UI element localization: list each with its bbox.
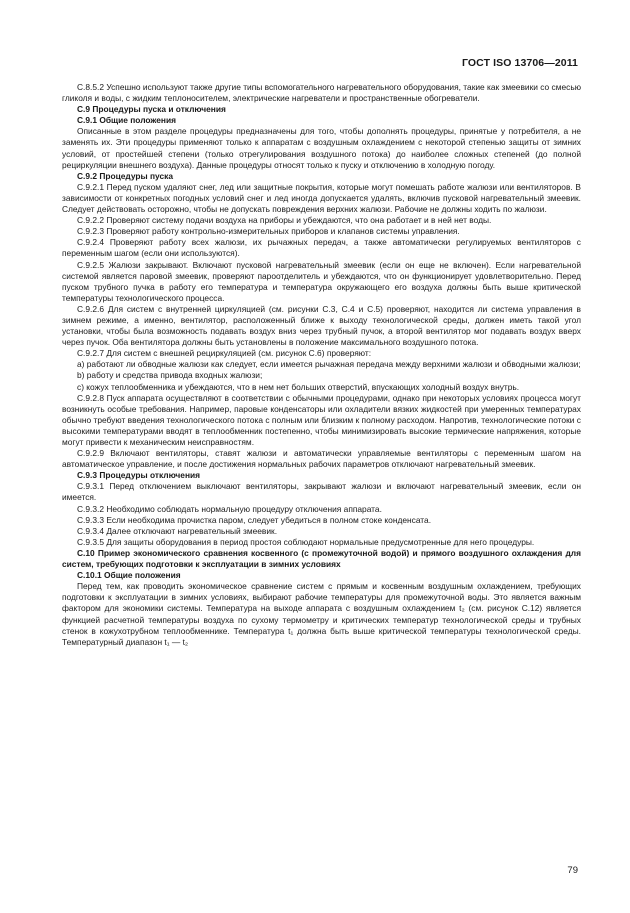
document-standard-header: ГОСТ ISO 13706—2011 xyxy=(461,57,578,69)
paragraph: С.9.2.6 Для систем с внутренней циркуляцией (см. рисунки С.3, С.4 и С.5) проверяют, находится ли система управления в зимнем режиме, а именно, вентилятор, расположенный ближе к выходу технологической среды, должен иметь такой угол установки, чтобы была возможность подавать воздух вниз через трубный пучок, а второй вентилятор мог подавать воздух вверх через пучок. Оба вентилятора должны быть установлены в положение максимального воздушного потока. xyxy=(62,303,581,348)
section-heading: С.9.2 Процедуры пуска xyxy=(77,170,173,181)
paragraph: Перед тем, как проводить экономическое сравнение систем с прямым и косвенным воздушным охлаждением, требующих подготовки к эксплуатации в зимних условиях, выбирают рабочие температуры для промежуточной воды. Это является важным фактором для экономики системы. Температура на выходе аппарата с воздушным охлаждением t₂ (см. рисунок С.12) является функцией расчетной температуры воздуха по сухому термометру и критических температур технологической среды и трубных стенок в кожухотрубном теплообменнике. Температура t₁ должна быть выше критической температуры технологической среды. Температурный диапазон t₁ — t₂ xyxy=(62,581,581,647)
paragraph: С.9.3.2 Необходимо соблюдать нормальную процедуру отключения аппарата. xyxy=(77,503,382,514)
section-heading: С.9.1 Общие положения xyxy=(77,115,176,126)
paragraph: С.9.2.1 Перед пуском удаляют снег, лед или защитные покрытия, которые могут помешать работе жалюзи или вентиляторов. В зависимости от конкретных погодных условий снег и лед иногда допускается удалять, включив пусковой нагревательный змеевик. Следует действовать осторожно, чтобы не допускать повреждения верхних жалюзи. Рабочие не должны ходить по жалюзи. xyxy=(62,181,581,215)
paragraph: С.9.2.3 Проверяют работу контрольно-измерительных приборов и клапанов системы управления. xyxy=(77,226,460,237)
page-number: 79 xyxy=(567,865,578,876)
document-body xyxy=(62,82,581,648)
paragraph: С.9.3.5 Для защиты оборудования в период простоя соблюдают нормальные предусмотренные для него процедуры. xyxy=(77,536,535,547)
paragraph: С.8.5.2 Успешно используют также другие типы вспомогательного нагревательного оборудования, такие как змеевики со смесью гликоля и воды, с жидким теплоносителем, электрические нагреватели и пространственные обогреватели. xyxy=(62,82,581,104)
paragraph: a) работают ли обводные жалюзи как следует, если имеется рычажная передача между верхними жалюзи и обводными жалюзи; xyxy=(77,359,581,370)
section-heading: С.9 Процедуры пуска и отключения xyxy=(77,104,226,115)
paragraph: С.9.3.1 Перед отключением выключают вентиляторы, закрывают жалюзи и включают нагревательный змеевик, если он имеется. xyxy=(62,481,581,503)
paragraph: С.9.3.4 Далее отключают нагревательный змеевик. xyxy=(77,525,278,536)
paragraph: С.9.2.7 Для систем с внешней рециркуляцией (см. рисунок С.6) проверяют: xyxy=(77,348,372,359)
paragraph: С.9.2.4 Проверяют работу всех жалюзи, их рычажных передач, а также автоматически регулируемых вентиляторов с переменным шагом (если они используются). xyxy=(62,237,581,259)
paragraph: С.9.2.8 Пуск аппарата осуществляют в соответствии с обычными процедурами, однако при некоторых условиях процесса могут возникнуть особые требования. Например, паровые конденсаторы или охладители вязких жидкостей при умеренных температурах обычно требуют введения технологического потока с полным или близким к полному расходом. Напротив, технологические потоки с высокими температурами вводят в теплообменник постепенно, чтобы минимизировать высокие термические напряжения, которые могут привести к механическим неисправностям. xyxy=(62,392,581,447)
paragraph: С.9.3.3 Если необходима прочистка паром, следует убедиться в полном стоке конденсата. xyxy=(77,514,432,525)
paragraph: c) кожух теплообменника и убеждаются, что в нем нет больших отверстий, впускающих холодный воздух внутрь. xyxy=(77,381,520,392)
section-heading: С.10 Пример экономического сравнения косвенного (с промежуточной водой) и прямого воздушного охлаждения для систем, требующих подготовки к эксплуатации в зимних условиях xyxy=(62,547,581,570)
paragraph: Описанные в этом разделе процедуры предназначены для того, чтобы дополнять процедуры, принятые у потребителя, а не заменять их. Эти процедуры применяют только к аппаратам с воздушным охлаждением с некоторой степенью защиты от зимних условий, от простейшей степени (только отрегулирования воздушного потока) до наиболее сложных степеней (до полной рециркуляции внешнего воздуха). Данные процедуры относят только к пуску и отключению в холодную погоду. xyxy=(62,126,581,170)
section-heading: С.9.3 Процедуры отключения xyxy=(77,470,201,481)
paragraph: b) работу и средства привода входных жалюзи; xyxy=(77,370,263,381)
paragraph: С.9.2.9 Включают вентиляторы, ставят жалюзи и автоматически управляемые вентиляторы с переменным шагом на автоматическое управление, и после достижения нормальных рабочих параметров отключают нагревательный змеевик. xyxy=(62,448,581,470)
paragraph: С.9.2.5 Жалюзи закрывают. Включают пусковой нагревательный змеевик (если он еще не включен). Если нагревательной системой является паровой змеевик, проверяют пароотделитель и убеждаются, что он функционирует удовлетворительно. Перед пуском трубного пучка в работу его температура и температура окружающего его воздуха должны быть выше критической температуры технологического процесса. xyxy=(62,259,581,303)
section-heading: С.10.1 Общие положения xyxy=(77,570,181,581)
paragraph: С.9.2.2 Проверяют систему подачи воздуха на приборы и убеждаются, что она работает и в ней нет воды. xyxy=(77,215,492,226)
